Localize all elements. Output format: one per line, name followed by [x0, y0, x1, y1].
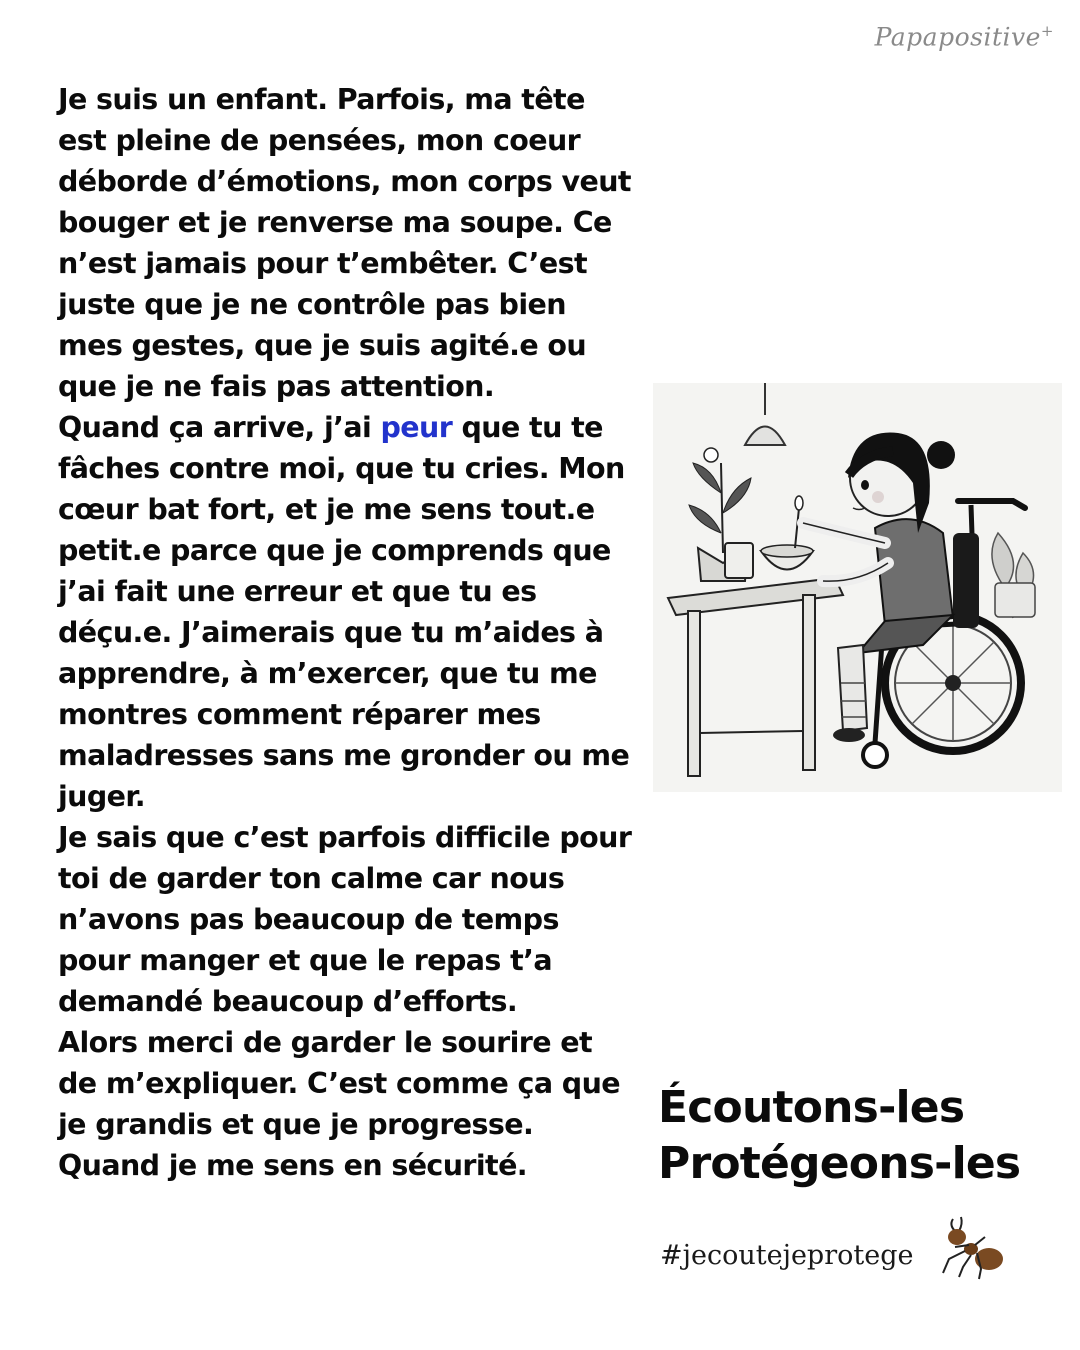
headline-line-1: Écoutons-les	[658, 1082, 965, 1133]
body-text	[58, 79, 636, 1186]
headline-line-2: Protégeons-les	[658, 1138, 1021, 1189]
hashtag: #jecoutejeprotege	[660, 1240, 914, 1271]
paragraph-2	[58, 407, 636, 817]
brand-logo	[875, 22, 1054, 51]
paragraph-2-end: que tu te fâches contre moi, que tu cries. Mon cœur bat fort, et je me sens tout.e petit.e parce que je comprends que j’ai fait une erreur et que tu es déçu.e. J’aimerais que tu m’aides à apprendre, à m’exercer, que tu me montres comment réparer mes maladresses sans me gronder ou me juger.	[58, 411, 630, 813]
brand-name: Papapositive	[874, 22, 1041, 52]
paragraph-2-start: Quand ça arrive, j’ai	[58, 411, 381, 444]
paragraph-4: Alors merci de garder le sourire et de m’expliquer. C’est comme ça que je grandis et que je progresse. Quand je me sens en sécurité.	[58, 1026, 620, 1182]
paragraph-3: Je sais que c’est parfois difficile pour toi de garder ton calme car nous n’avons pas beaucoup de temps pour manger et que le repas t’a demandé beaucoup d’efforts.	[58, 821, 632, 1018]
brand-mark: +	[1040, 22, 1054, 40]
illustration-drawing	[653, 383, 1062, 792]
ant-icon	[935, 1215, 1007, 1281]
headline	[658, 1080, 1020, 1192]
child-wheelchair-illustration	[653, 383, 1062, 792]
highlight-word: peur	[380, 411, 453, 444]
paragraph-1: Je suis un enfant. Parfois, ma tête est pleine de pensées, mon coeur déborde d’émotions, mon corps veut bouger et je renverse ma soupe. Ce n’est jamais pour t’embêter. C’est juste que je ne contrôle pas bien mes gestes, que je suis agité.e ou que je ne fais pas attention.	[58, 83, 631, 403]
